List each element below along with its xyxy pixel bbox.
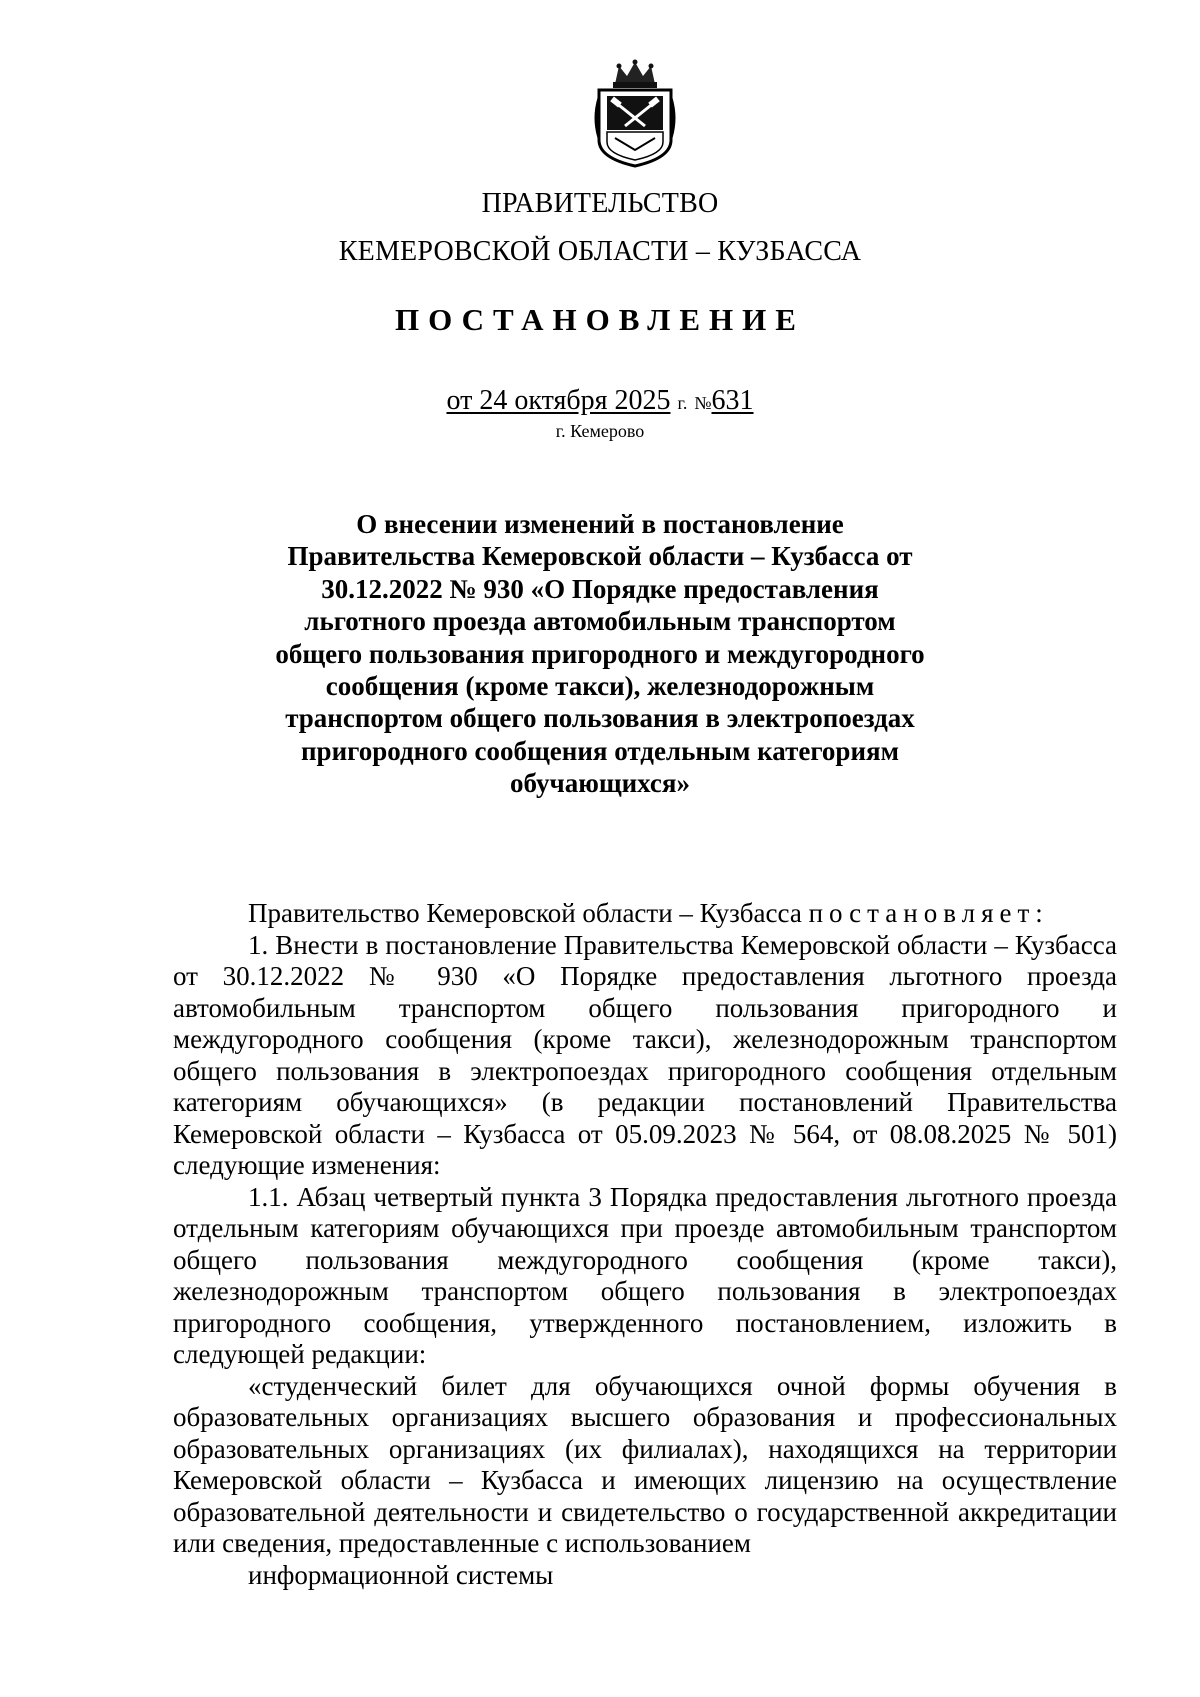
date-number-line <box>0 384 1200 420</box>
paragraph-1: 1. Внести в постановление Правительства Кемеровской области – Кузбасса от 30.12.2022 № 930 «О Порядке предоставления льготного проезда автомобильным транспортом общего пользования пригородного и междугородного сообщения (кроме такси), железнодорожным транспортом общего пользования в электропоездах пригородного сообщения отдельным категориям обучающихся» (в редакции постановлений Правительства Кемеровской области – Кузбасса от 05.09.2023 № 564, от 08.08.2025 № 501) следующие изменения: <box>173 929 1117 1180</box>
kuzbass-coat-of-arms-icon <box>593 58 677 168</box>
org-name-line2: КЕМЕРОВСКОЙ ОБЛАСТИ – КУЗБАССА <box>338 236 862 267</box>
document-title: О внесении изменений в постановление Правительства Кемеровской области – Кузбасса от 30.12.2022 № 930 «О Порядке предоставления льготного проезда автомобильным транспортом общего пользования пригородного и междугородного сообщения (кроме такси), железнодорожным транспортом общего пользования в электропоездах пригородного сообщения отдельным категориям обучающихся» <box>275 509 925 799</box>
paragraph-1-1: 1.1. Абзац четвертый пункта 3 Порядка предоставления льготного проезда отдельным категориям обучающихся при проезде автомобильным транспортом общего пользования междугородного сообщения (кроме такси), железнодорожным транспортом общего пользования в электропоездах пригородного сообщения, утвержденного постановлением, изложить в следующей редакции: <box>173 1181 1117 1369</box>
quoted-paragraph-continuation: информационной системы <box>248 1559 554 1590</box>
document-body <box>173 898 1117 1623</box>
city-line: г. Кемерово <box>555 421 645 441</box>
quoted-paragraph: «студенческий билет для обучающихся очной формы обучения в образовательных организациях высшего образования и профессиональных образовательных организациях (их филиалах), находящихся на территории Кемеровской области – Кузбасса и имеющих лицензию на осуществление образовательной деятельности и свидетельство о государственной аккредитации или сведения, предоставленные с использованием <box>173 1370 1117 1558</box>
document-date: от 24 октября 2025 <box>446 385 671 416</box>
org-name-line1: ПРАВИТЕЛЬСТВО <box>481 188 719 219</box>
preamble-text: Правительство Кемеровской области – Кузбасса <box>248 898 809 928</box>
document-number: 631 <box>711 385 754 416</box>
preamble-paragraph <box>173 898 1117 930</box>
year-suffix: г. <box>677 393 688 413</box>
number-label: № <box>694 393 712 413</box>
document-kind-heading: ПОСТАНОВЛЕНИЕ <box>395 302 805 337</box>
resolves-word: постановляет: <box>808 898 1049 928</box>
